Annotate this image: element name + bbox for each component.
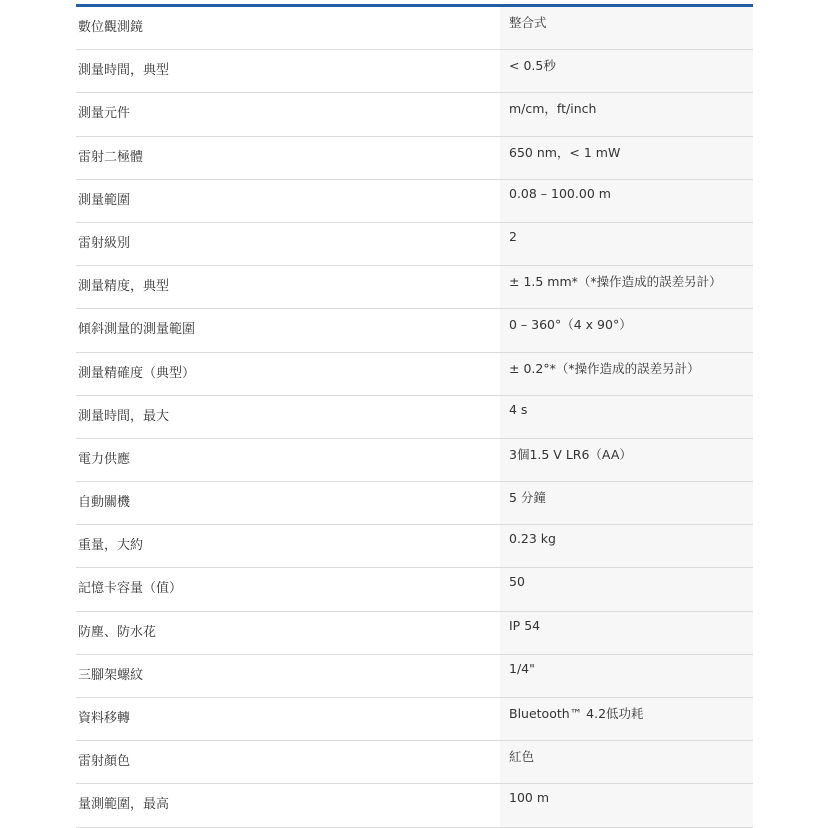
spec-row — [76, 568, 753, 611]
spec-value: 2 — [500, 223, 753, 265]
spec-row — [76, 784, 753, 827]
spec-row — [76, 525, 753, 568]
spec-value: 650 nm，< 1 mW — [500, 137, 753, 179]
spec-value: ± 1.5 mm*（*操作造成的誤差另計） — [500, 266, 753, 308]
spec-value: Bluetooth™ 4.2低功耗 — [500, 698, 753, 740]
spec-label: 自動關機 — [78, 495, 131, 511]
spec-row — [76, 396, 753, 439]
spec-value: < 0.5秒 — [500, 50, 753, 92]
spec-row — [76, 93, 753, 136]
spec-label: 測量精確度（典型） — [78, 365, 196, 381]
spec-value: 0.08 – 100.00 m — [500, 180, 753, 222]
spec-row — [76, 50, 753, 93]
spec-label: 三腳架螺紋 — [78, 667, 144, 683]
spec-label: 測量時間，典型 — [78, 63, 170, 79]
spec-row — [76, 482, 753, 525]
spec-label: 記憶卡容量（值） — [78, 581, 183, 597]
spec-row — [76, 180, 753, 223]
spec-label: 量測範圍，最高 — [78, 797, 170, 813]
spec-value: 50 — [500, 568, 753, 610]
spec-value: m/cm，ft/inch — [500, 93, 753, 135]
spec-label: 數位觀測鏡 — [78, 20, 144, 35]
spec-label: 雷射顏色 — [78, 754, 131, 770]
spec-row — [76, 698, 753, 741]
spec-row — [76, 309, 753, 352]
spec-row — [76, 655, 753, 698]
spec-row — [76, 223, 753, 266]
spec-label: 防塵、防水花 — [78, 624, 157, 640]
spec-label: 重量，大約 — [78, 538, 144, 554]
spec-label: 資料移轉 — [78, 711, 131, 726]
spec-label: 傾斜測量的測量範圍 — [78, 322, 196, 338]
spec-value: 紅色 — [500, 741, 753, 783]
spec-value: 整合式 — [500, 7, 753, 49]
spec-row — [76, 439, 753, 482]
spec-label: 測量精度，典型 — [78, 279, 170, 295]
spec-value: 4 s — [500, 396, 753, 438]
spec-value: IP 54 — [500, 612, 753, 654]
spec-row — [76, 612, 753, 655]
spec-value: 3個1.5 V LR6（AA） — [500, 439, 753, 481]
spec-value: 100 m — [500, 784, 753, 826]
spec-row — [76, 741, 753, 784]
spec-value: 5 分鐘 — [500, 482, 753, 524]
spec-label: 雷射二極體 — [78, 149, 144, 165]
spec-value: 1/4" — [500, 655, 753, 697]
spec-value: 0.23 kg — [500, 525, 753, 567]
spec-label: 電力供應 — [78, 451, 131, 467]
spec-label: 測量元件 — [78, 106, 131, 122]
spec-label: 雷射級別 — [78, 235, 131, 251]
spec-value: 0 – 360°（4 x 90°） — [500, 309, 753, 351]
spec-value: ± 0.2°*（*操作造成的誤差另計） — [500, 353, 753, 395]
spec-row — [76, 7, 753, 50]
spec-row — [76, 137, 753, 180]
spec-row — [76, 353, 753, 396]
spec-row — [76, 266, 753, 309]
spec-table — [76, 4, 753, 828]
spec-label: 測量時間，最大 — [78, 408, 170, 424]
spec-label: 測量範圍 — [78, 192, 131, 208]
